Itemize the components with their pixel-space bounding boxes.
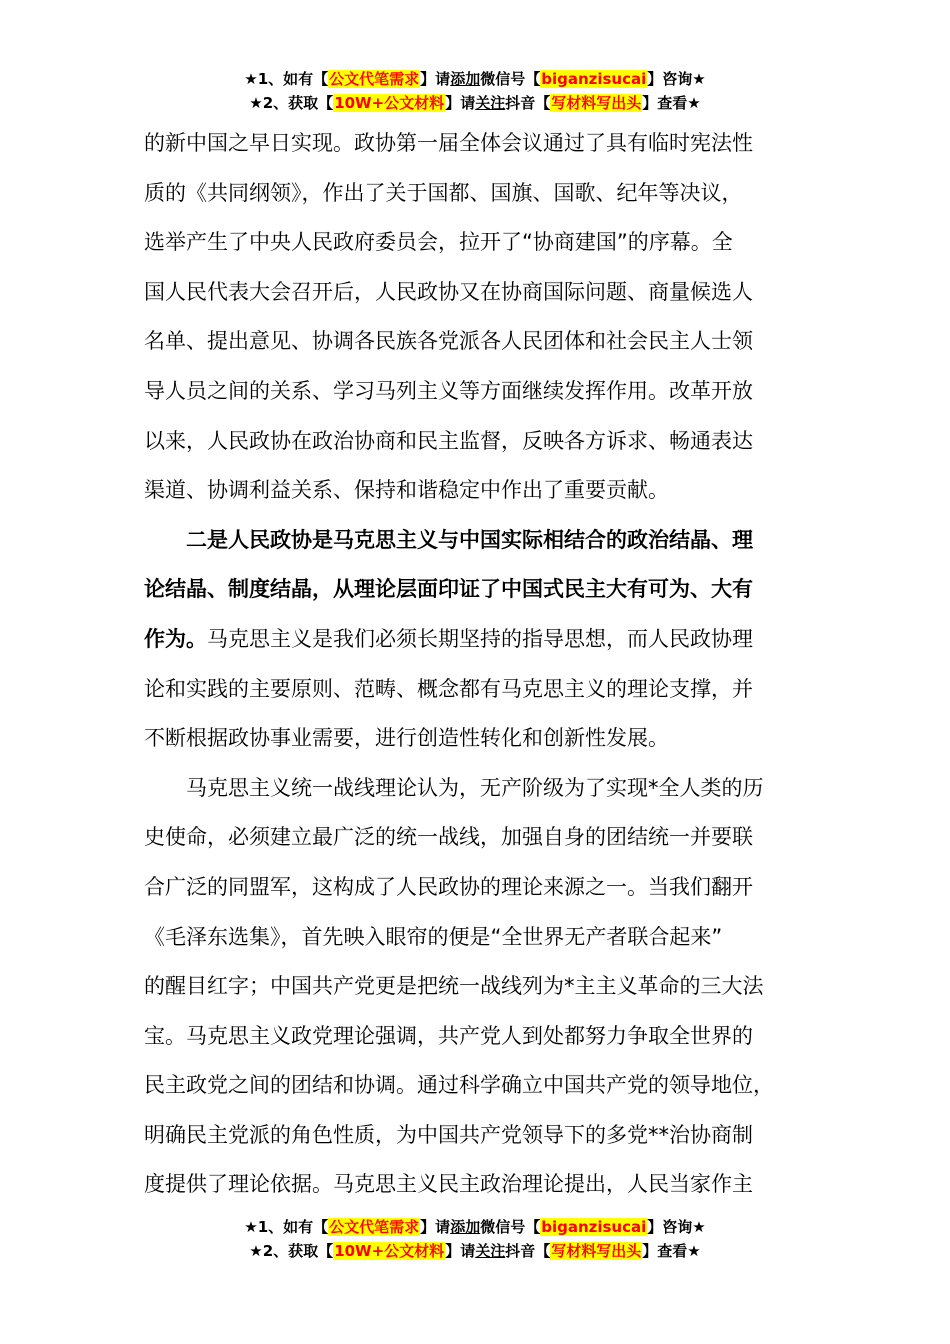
highlight-service: 公文代笔需求 [329, 1218, 420, 1236]
paragraph-3 [144, 764, 816, 1210]
highlight-service: 公文代笔需求 [329, 70, 420, 88]
text-line: 论和实践的主要原则、范畴、概念都有马克思主义的理论支撑，并 [144, 676, 753, 701]
banner-text: 】请 [420, 1218, 451, 1236]
footer-banner [0, 1216, 950, 1264]
banner-text: 】咨询★ [647, 1218, 706, 1236]
text-line: 名单、提出意见、协调各民族各党派各人民团体和社会民主人士领 [144, 329, 753, 354]
text-line: 的新中国之早日实现。政协第一届全体会议通过了具有临时宪法性 [144, 131, 753, 155]
banner-line-1 [0, 1216, 950, 1240]
banner-line-1 [0, 68, 950, 92]
text-line: 《毛泽东选集》，首先映入眼帘的便是“全世界无产者联合起来” [144, 924, 723, 949]
text-line: 不断根据政协事业需要，进行创造性转化和创新性发展。 [144, 726, 669, 751]
highlight-materials: 10W+公文材料 [334, 94, 445, 112]
banner-text: 微信号【 [480, 70, 541, 88]
banner-text: ★2、获取【 [249, 1242, 334, 1260]
banner-underlined: 添加 [450, 1218, 481, 1236]
text-line: 渠道、协调利益关系、保持和谐稳定中作出了重要贡献。 [144, 478, 669, 503]
banner-underlined: 添加 [450, 70, 481, 88]
text-line: 明确民主党派的角色性质，为中国共产党领导下的多党**治协商制 [144, 1122, 753, 1147]
section-heading-line: 论结晶、制度结晶，从理论层面印证了中国式民主大有可为、大有 [144, 577, 753, 602]
text-line: 民主政党之间的团结和协调。通过科学确立中国共产党的领导地位， [144, 1073, 774, 1098]
text-line: 质的《共同纲领》，作出了关于国都、国旗、国歌、纪年等决议， [144, 180, 743, 205]
banner-text: ★2、获取【 [249, 94, 334, 112]
banner-text: ★1、如有【 [244, 1218, 329, 1236]
banner-text: 】查看★ [642, 94, 701, 112]
text-line: 度提供了理论依据。马克思主义民主政治理论提出，人民当家作主 [144, 1172, 753, 1197]
text-line [144, 615, 816, 665]
text-line: 马克思主义统一战线理论认为，无产阶级为了实现*全人类的历 [144, 775, 764, 800]
banner-text: ★1、如有【 [244, 70, 329, 88]
highlight-wechat-id: biganzisucai [541, 70, 647, 88]
highlight-douyin-account: 写材料写出头 [551, 1242, 642, 1260]
text-line: 国人民代表大会召开后，人民政协又在协商国际问题、商量候选人 [144, 279, 753, 304]
text-line: 导人员之间的关系、学习马列主义等方面继续发挥作用。改革开放 [144, 378, 753, 403]
highlight-materials: 10W+公文材料 [334, 1242, 445, 1260]
banner-line-2 [0, 1240, 950, 1264]
text-line: 以来，人民政协在政治协商和民主监督，反映各方诉求、畅通表达 [144, 428, 753, 453]
text-line: 宝。马克思主义政党理论强调，共产党人到处都努力争取全世界的 [144, 1023, 753, 1048]
banner-line-2 [0, 92, 950, 116]
text-line: 的醒目红字；中国共产党更是把统一战线列为*主主义革命的三大法 [144, 974, 764, 999]
banner-text: 】咨询★ [647, 70, 706, 88]
banner-text: 抖音【 [505, 94, 551, 112]
section-heading-line: 二是人民政协是马克思主义与中国实际相结合的政治结晶、理 [144, 527, 753, 552]
banner-text: 】请 [445, 1242, 476, 1260]
highlight-wechat-id: biganzisucai [541, 1218, 647, 1236]
document-body [144, 119, 816, 1210]
text-line: 史使命，必须建立最广泛的统一战线，加强自身的团结统一并要联 [144, 825, 753, 850]
banner-underlined: 关注 [475, 1242, 506, 1260]
banner-text: 】请 [420, 70, 451, 88]
highlight-douyin-account: 写材料写出头 [551, 94, 642, 112]
text-line: 合广泛的同盟军，这构成了人民政协的理论来源之一。当我们翻开 [144, 874, 753, 899]
paragraph-1 [144, 119, 816, 516]
banner-text: 】请 [445, 94, 476, 112]
banner-text: 抖音【 [505, 1242, 551, 1260]
section-heading-end: 作为。 [144, 626, 207, 651]
paragraph-2 [144, 516, 816, 764]
header-banner [0, 68, 950, 116]
banner-text: 微信号【 [480, 1218, 541, 1236]
text-line: 选举产生了中央人民政府委员会，拉开了“协商建国”的序幕。全 [144, 230, 733, 255]
banner-underlined: 关注 [475, 94, 506, 112]
banner-text: 】查看★ [642, 1242, 701, 1260]
text-run: 马克思主义是我们必须长期坚持的指导思想，而人民政协理 [207, 626, 753, 651]
